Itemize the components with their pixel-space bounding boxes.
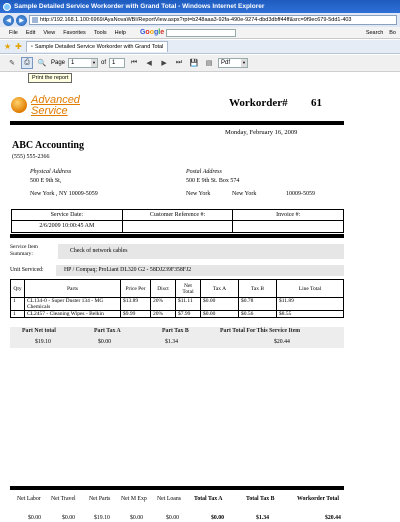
export-icon[interactable]: ✎ xyxy=(9,60,15,67)
logo-globe-icon xyxy=(11,97,27,113)
search-icon[interactable]: 🔍 xyxy=(37,60,47,67)
google-logo: Google xyxy=(139,29,165,36)
service-date-label: Service Date: xyxy=(12,210,123,221)
net-parts-label: Net Parts xyxy=(89,496,111,502)
part-net-total-label: Part Net total xyxy=(22,328,56,334)
company-name: ABC Accounting xyxy=(12,140,84,151)
save-icon[interactable]: 💾 xyxy=(189,60,199,67)
net-travel-label: Net Travel xyxy=(51,496,76,502)
report-date: Monday, February 16, 2009 xyxy=(225,129,298,136)
col-price: Price Per xyxy=(121,280,151,298)
header-rule xyxy=(10,121,344,125)
menu-help[interactable]: Help xyxy=(114,29,126,36)
print-icon[interactable]: ⎙ xyxy=(21,57,33,69)
page-icon xyxy=(32,17,38,23)
postal-street: 500 E 9th St. Box 574 xyxy=(186,178,240,184)
page-label: Page xyxy=(51,60,66,66)
tooltip: Print the report xyxy=(28,73,72,83)
bookmarks-button[interactable]: Bo xyxy=(389,29,396,36)
total-tax-a-label: Total Tax A xyxy=(194,496,223,502)
window-title: Sample Detailed Service Workorder with Grand Total - Windows Internet Explorer xyxy=(14,3,265,10)
physical-address-label: Physical Address xyxy=(30,169,72,175)
service-date-value: 2/6/2009 10:00:45 AM xyxy=(12,221,123,232)
postal-city: New York xyxy=(186,191,211,197)
total-tax-a-value: $0.00 xyxy=(211,515,225,521)
physical-street: 500 E 9th St, xyxy=(30,178,62,184)
net-m-exp-label: Net M Exp xyxy=(121,496,147,502)
part-tax-a-label: Part Tax A xyxy=(94,328,121,334)
total-tax-b-label: Total Tax B xyxy=(246,496,275,502)
prev-page-icon[interactable]: ◀ xyxy=(146,60,152,67)
menu-view[interactable]: View xyxy=(43,29,56,36)
ie-icon xyxy=(3,3,11,11)
table-row: 1 CL134-0 - Super Duster 134 - MG Chemicals $13.89 20% $11.11 $0.00 $0.78 $11.89 xyxy=(11,298,344,311)
section-rule xyxy=(10,234,344,238)
workorder-label: Workorder# xyxy=(229,97,288,109)
table-row: 1 CL2457 - Cleaning Wipes - Belkin $9.99 20% $7.99 $0.00 $0.56 $8.55 xyxy=(11,311,344,318)
print-layout-icon[interactable]: ▤ xyxy=(205,60,213,67)
menu-bar xyxy=(0,27,400,39)
physical-city: New York , NY 10009-5059 xyxy=(30,191,98,197)
service-info-grid xyxy=(11,209,344,233)
menu-edit[interactable]: Edit xyxy=(25,29,36,36)
service-item-value: Check of network cables xyxy=(58,244,344,259)
workorder-number: 61 xyxy=(311,97,322,109)
tab-page-icon: ▫ xyxy=(30,44,33,50)
part-tax-b-value: $1.34 xyxy=(165,339,179,345)
col-taxb: Tax B xyxy=(239,280,277,298)
invoice-value xyxy=(233,221,343,232)
grand-total-rule xyxy=(10,486,344,490)
part-tax-a-value: $0.00 xyxy=(98,339,112,345)
workorder-total-value: $20.44 xyxy=(325,515,341,521)
part-tax-b-label: Part Tax B xyxy=(162,328,189,334)
net-travel-value: $0.00 xyxy=(62,515,76,521)
window-title-bar xyxy=(0,0,400,13)
url-input[interactable] xyxy=(29,15,397,25)
next-page-icon[interactable]: ▶ xyxy=(161,60,167,67)
chevron-down-icon: ▼ xyxy=(92,60,96,65)
menu-file[interactable]: File xyxy=(9,29,18,36)
last-page-icon[interactable]: ⏭ xyxy=(175,59,183,66)
part-total-label: Part Total For This Service Item xyxy=(220,328,301,334)
chevron-down-icon: ▼ xyxy=(242,60,247,65)
net-m-exp-value: $0.00 xyxy=(130,515,144,521)
page-count: 1 xyxy=(109,58,125,68)
col-qty: Qty xyxy=(11,280,25,298)
service-item-summary xyxy=(10,244,344,259)
back-icon[interactable]: ◀ xyxy=(3,15,14,26)
format-select[interactable]: Pdf ▼ xyxy=(218,58,248,68)
col-parts: Parts xyxy=(25,280,121,298)
net-parts-value: $19.10 xyxy=(94,515,110,521)
net-labor-label: Net Labor xyxy=(17,496,41,502)
net-labor-value: $0.00 xyxy=(28,515,42,521)
total-tax-b-value: $1.34 xyxy=(256,515,270,521)
postal-state: New York xyxy=(232,191,257,197)
tab-report[interactable] xyxy=(26,41,168,52)
favorites-star-icon[interactable]: ★ xyxy=(4,42,12,51)
google-toolbar xyxy=(140,29,236,37)
tab-bar xyxy=(0,40,400,54)
report-toolbar xyxy=(0,55,400,72)
report-page xyxy=(0,85,400,522)
menu-favorites[interactable]: Favorites xyxy=(63,29,86,36)
search-button[interactable]: Search xyxy=(365,29,384,36)
customer-ref-value xyxy=(123,221,234,232)
net-loans-label: Net Loans xyxy=(157,496,181,502)
add-favorites-icon[interactable]: ✚ xyxy=(15,42,22,51)
company-phone: (555) 555-2366 xyxy=(12,154,50,160)
col-net: Net Total xyxy=(176,280,201,298)
postal-zip: 10009-5059 xyxy=(286,191,315,197)
part-total-value: $20.44 xyxy=(274,339,290,345)
unit-serviced-value: HP / Compaq; ProLiant DL320 G2 - 58DJ239F358FJ2 xyxy=(56,265,344,276)
service-item-label: Service Item Summary: xyxy=(10,244,38,257)
forward-icon[interactable]: ▶ xyxy=(16,15,27,26)
url-text: http://192.168.1.100:6969/AyaNovaWBI/ReportView.aspx?rpt=b248aaa3-92fa-490e-9274-dbd3dbff44ff&src=9f9ec679-5dd1-403 xyxy=(40,17,352,23)
tab-label: Sample Detailed Service Workorder with Grand Total xyxy=(34,44,164,50)
col-disct: Disct xyxy=(151,280,176,298)
parts-table xyxy=(10,279,344,318)
part-net-total-value: $19.10 xyxy=(35,339,51,345)
invoice-label: Invoice #: xyxy=(233,210,343,221)
menu-tools[interactable]: Tools xyxy=(93,29,107,36)
postal-address-label: Postal Address xyxy=(186,169,222,175)
google-search-input[interactable] xyxy=(166,29,236,37)
customer-ref-label: Customer Reference #: xyxy=(123,210,234,221)
workorder-total-label: Workorder Total xyxy=(297,496,339,502)
address-bar xyxy=(0,13,400,27)
net-loans-value: $0.00 xyxy=(166,515,180,521)
col-taxa: Tax A xyxy=(201,280,239,298)
parts-header-row xyxy=(11,280,344,298)
page-select[interactable]: 1 ▼ xyxy=(68,58,98,68)
first-page-icon[interactable]: ⏮ xyxy=(130,59,138,66)
col-line-total: Line Total xyxy=(277,280,344,298)
unit-serviced-label: Unit Serviced: xyxy=(10,267,44,273)
logo-text: Advanced Service xyxy=(31,94,80,117)
menu-right xyxy=(366,30,400,36)
of-label: of xyxy=(101,60,107,66)
